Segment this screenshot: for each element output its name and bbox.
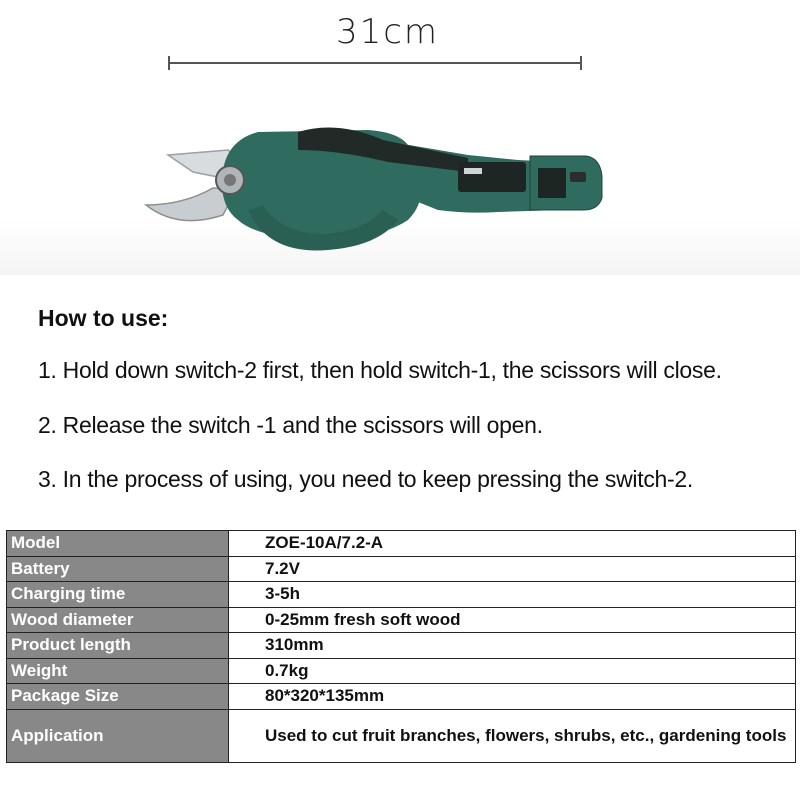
spec-value: Used to cut fruit branches, flowers, shrubs, etc., gardening tools bbox=[229, 709, 796, 762]
spec-row bbox=[7, 684, 796, 710]
product-image-area bbox=[0, 0, 800, 275]
spec-label: Battery bbox=[7, 556, 229, 582]
spec-value: 80*320*135mm bbox=[229, 684, 796, 710]
dimension-line bbox=[168, 62, 582, 64]
instruction-step-1: 1. Hold down switch-2 first, then hold switch-1, the scissors will close. bbox=[38, 357, 722, 383]
spec-row bbox=[7, 658, 796, 684]
instruction-step-3: 3. In the process of using, you need to keep pressing the switch-2. bbox=[38, 466, 693, 492]
spec-label: Charging time bbox=[7, 582, 229, 608]
spec-row bbox=[7, 531, 796, 557]
spec-value: 3-5h bbox=[229, 582, 796, 608]
spec-label: Weight bbox=[7, 658, 229, 684]
spec-value: ZOE-10A/7.2-A bbox=[229, 531, 796, 557]
electric-pruner-image bbox=[138, 110, 608, 270]
spec-label: Model bbox=[7, 531, 229, 557]
spec-row bbox=[7, 633, 796, 659]
spec-row bbox=[7, 556, 796, 582]
product-label-panel bbox=[458, 162, 526, 192]
spec-label: Wood diameter bbox=[7, 607, 229, 633]
spec-row bbox=[7, 607, 796, 633]
dimension-label: 31cm bbox=[335, 12, 440, 52]
spec-label: Product length bbox=[7, 633, 229, 659]
battery-release-button bbox=[570, 172, 586, 182]
spec-value: 0-25mm fresh soft wood bbox=[229, 607, 796, 633]
spec-row bbox=[7, 582, 796, 608]
spec-value: 7.2V bbox=[229, 556, 796, 582]
how-to-use-heading: How to use: bbox=[38, 305, 169, 331]
instruction-step-2: 2. Release the switch -1 and the scissors will open. bbox=[38, 412, 543, 438]
spec-label: Package Size bbox=[7, 684, 229, 710]
spec-value: 0.7kg bbox=[229, 658, 796, 684]
spec-value: 310mm bbox=[229, 633, 796, 659]
spec-table bbox=[6, 530, 796, 763]
spec-label: Application bbox=[7, 709, 229, 762]
spec-row bbox=[7, 709, 796, 762]
